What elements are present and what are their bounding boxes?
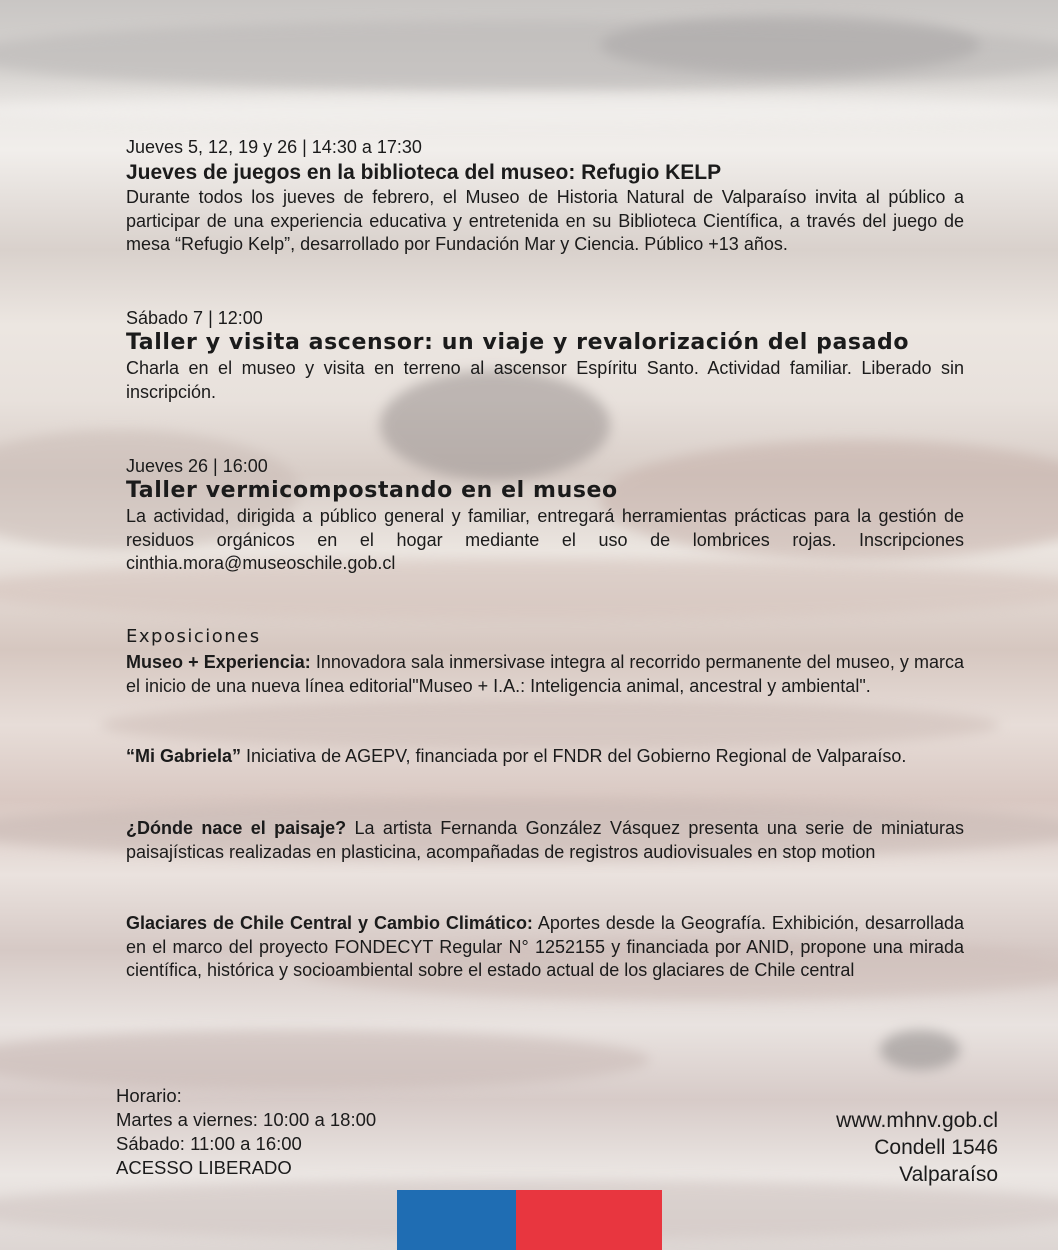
contact-info bbox=[836, 1107, 998, 1188]
hours-saturday: Sábado: 11:00 a 16:00 bbox=[116, 1133, 302, 1154]
city: Valparaíso bbox=[899, 1163, 998, 1186]
flag-blue-block bbox=[397, 1190, 516, 1250]
opening-hours bbox=[116, 1084, 376, 1180]
hours-access: ACESSO LIBERADO bbox=[116, 1157, 292, 1178]
exhibition-text: Innovadora sala inmersivase integra al recorrido permanente del museo, y marca el inicio de una nueva línea editorial"Museo + I.A.: Inteligencia animal, ancestral y ambiental". bbox=[126, 652, 964, 696]
hours-label: Horario: bbox=[116, 1085, 182, 1106]
event-description: Durante todos los jueves de febrero, el Museo de Historia Natural de Valparaíso invita al público a participar de una experiencia educativa y entretenida en su Biblioteca Científica, a través del juego de mesa “Refugio Kelp”, desarrollado por Fundación Mar y Ciencia. Público +13 años. bbox=[126, 187, 964, 254]
website-link[interactable]: www.mhnv.gob.cl bbox=[836, 1109, 998, 1132]
exhibition-name: Glaciares de Chile Central y Cambio Climático: bbox=[126, 913, 533, 933]
street-address: Condell 1546 bbox=[874, 1136, 998, 1159]
exhibition-name: “Mi Gabriela” bbox=[126, 746, 242, 766]
exhibition-name: Museo + Experiencia: bbox=[126, 652, 311, 672]
exhibition-item bbox=[126, 912, 964, 983]
exhibition-item bbox=[126, 745, 964, 769]
event-date: Jueves 5, 12, 19 y 26 | 14:30 a 17:30 bbox=[126, 137, 422, 157]
event-date: Jueves 26 | 16:00 bbox=[126, 456, 268, 476]
event-title: Taller vermicompostando en el museo bbox=[126, 478, 618, 503]
exhibition-text: Aportes desde la Geografía. Exhibición, desarrollada en el marco del proyecto FONDECYT Regular N° 1252155 y financiada por ANID, propone una mirada científica, histórica y socioambiental sobre el estado actual de los glaciares de Chile central bbox=[126, 913, 965, 980]
exhibition-text: Iniciativa de AGEPV, financiada por el FNDR del Gobierno Regional de Valparaíso. bbox=[241, 746, 907, 766]
flag-red-block bbox=[516, 1190, 662, 1250]
event-description: Charla en el museo y visita en terreno al ascensor Espíritu Santo. Actividad familiar. Liberado sin inscripción. bbox=[126, 358, 964, 402]
event-description: La actividad, dirigida a público general y familiar, entregará herramientas prácticas para la gestión de residuos orgánicos en el hogar mediante el uso de lombrices rojas. Inscripciones cinthia.mora@museoschile.gob.cl bbox=[126, 506, 964, 573]
event-date: Sábado 7 | 12:00 bbox=[126, 308, 263, 328]
event-taller-vermicompostando bbox=[126, 455, 964, 576]
exhibition-text: La artista Fernanda González Vásquez presenta una serie de miniaturas paisajísticas realizadas en plasticina, acompañadas de registros audiovisuales en stop motion bbox=[126, 818, 964, 862]
event-title: Jueves de juegos en la biblioteca del museo: Refugio KELP bbox=[126, 161, 722, 184]
exhibition-item bbox=[126, 651, 964, 698]
exhibition-item bbox=[126, 817, 964, 864]
hours-weekdays: Martes a viernes: 10:00 a 18:00 bbox=[116, 1109, 377, 1130]
exhibition-name: ¿Dónde nace el paisaje? bbox=[126, 818, 347, 838]
event-taller-ascensor bbox=[126, 307, 964, 404]
event-title: Taller y visita ascensor: un viaje y revalorización del pasado bbox=[126, 330, 910, 355]
exhibitions-heading: Exposiciones bbox=[126, 626, 261, 647]
event-refugio-kelp bbox=[126, 136, 964, 257]
